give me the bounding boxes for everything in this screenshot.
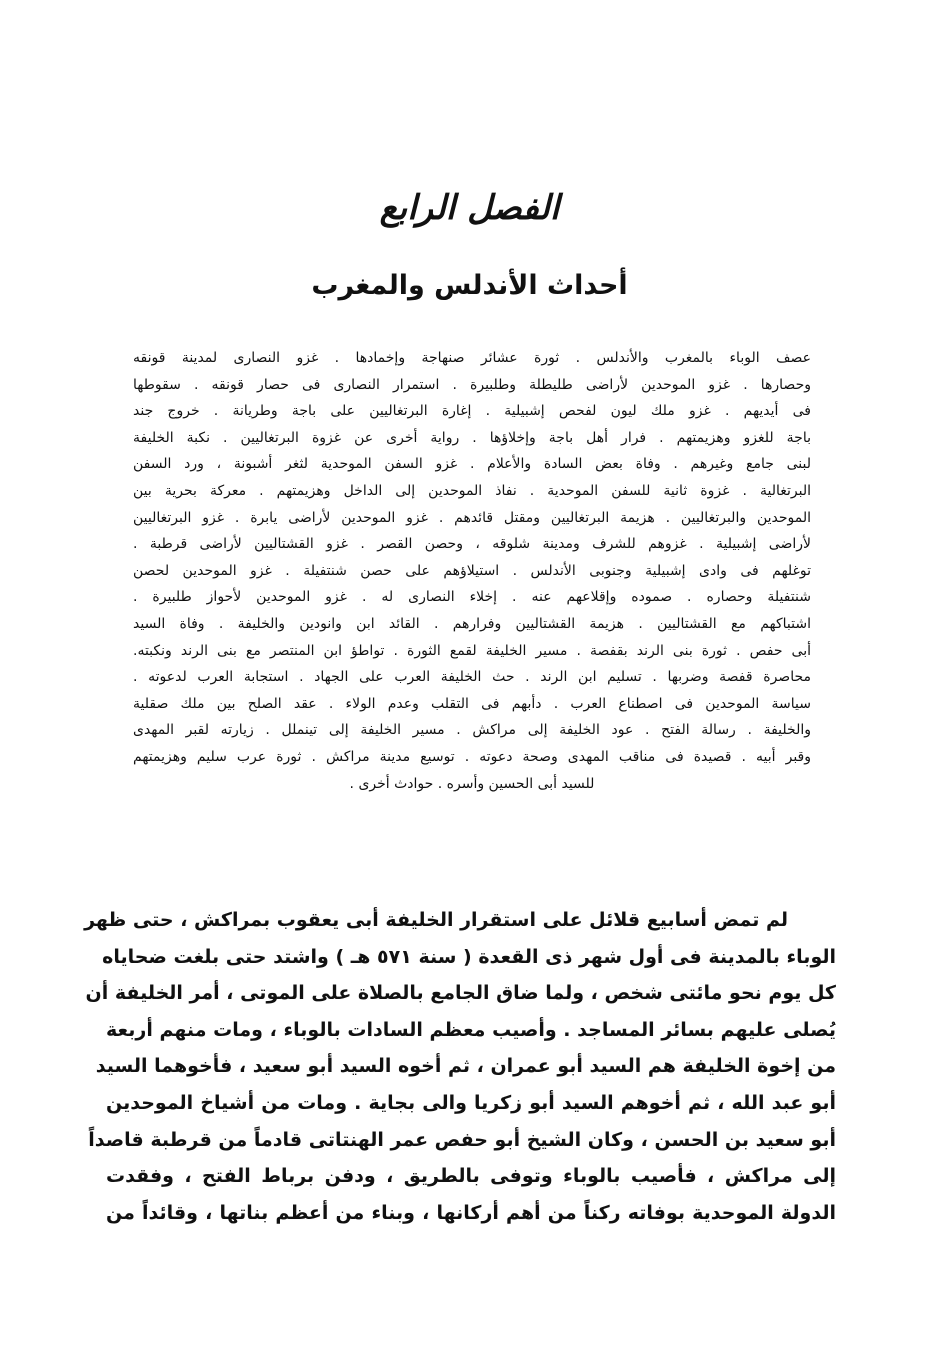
summary-line: لبنى جامع وغيرهم . وفاة بعض السادة والأعلام . غزو السفن الموحدية لثغر أشبونة ، ورد السفن [133, 456, 811, 473]
summary-line: والخليفة . رسالة الفتح . عود الخليفة إلى مراكش . مسير الخليفة إلى تينملل . زيارته لقبر المهدى [133, 722, 811, 739]
summary-line: اشتباكهم مع القشتاليين . هزيمة القشتاليين وفرارهم . القائد ابن وانودين والخليفة . وفاة السيد [133, 615, 811, 632]
body-line: أبو سعيد بن الحسن ، وكان الشيخ أبو حفص عمر الهنتاتى قادماً من قرطبة قاصداً [88, 1128, 836, 1151]
summary-line: الموحدين والبرتغاليين . هزيمة البرتغاليين ومقتل قائدهم . غزو الموحدين لأراضى يابرة . غزو البرتغاليين [133, 509, 811, 526]
summary-line: محاصرة قفصة وضربها . تسليم ابن الرند . حث الخليفة العرب على الجهاد . استجابة العرب لدعوته . [133, 669, 811, 686]
body-line: الوباء بالمدينة فى أول شهر ذى القعدة ( سنة ٥٧١ هـ ) واشتد حتى بلغت ضحاياه [102, 945, 836, 968]
summary-line: وقبر أبيه . قصيدة فى مناقب المهدى وصحة دعوته . توسيع مدينة مراكش . ثورة عرب سليم وهزيمتهم [133, 748, 811, 765]
body-line: لم تمض أسابيع قلائل على استقرار الخليفة أبى يعقوب بمراكش ، حتى ظهر [84, 909, 788, 931]
chapter-summary [133, 345, 811, 797]
body-line: من إخوة الخليفة هم السيد أبو عمران ، ثم أخوه السيد أبو سعيد ، فأخوهما السيد [95, 1055, 836, 1078]
chapter-subtitle: أحداث الأندلس والمغرب [311, 270, 628, 301]
summary-line: شنتفيلة وحصاره . صموده وإقلاعهم عنه . إخلاء النصارى له . غزو الموحدين لأحواز طلبيرة . [133, 589, 811, 606]
summary-line: باجة للغزو وهزيمتهم . فرار أهل باجة وإخلاؤها . رواية أخرى عن غزوة البرتغاليين . نكبة الخليفة [133, 429, 811, 446]
body-text [84, 902, 836, 1231]
body-line: الدولة الموحدية بوفاته ركناً من أهم أركانها ، وبناء من أعظم بناتها ، وقائداً من [106, 1201, 836, 1224]
summary-line: وحصارها . غزو الموحدين لأراضى طليطلة وطلبيرة . استمرار النصارى فى حصار قونقه . سقوطها [133, 376, 811, 393]
summary-line: عصف الوباء بالمغرب والأندلس . ثورة عشائر صنهاجة وإخمادها . غزو النصارى لمدينة قونقه [133, 350, 811, 366]
summary-line: أبى حفص . ثورة بنى الرند بقفصة . مسير الخليفة لقمع الثورة . تواطؤ ابن المنتصر مع بنى الرند ونكبته. [133, 642, 811, 659]
summary-line: لأراضى إشبيلية . غزوهم للشرف ومدينة شلوقه ، وحصن القصر . غزو القشتاليين لأراضى قرطبة . [133, 536, 811, 553]
chapter-title: الفصل الرابع [379, 188, 560, 228]
body-line: يُصلى عليهم بسائر المساجد . وأصيب معظم السادات بالوباء ، ومات منهم أربعة [106, 1018, 836, 1041]
summary-line: فى أيديهم . غزو ملك ليون لفحص إشبيلية . إغارة البرتغاليين على باجة وطريانة . خروج جند [133, 403, 811, 420]
summary-line: سياسة الموحدين فى اصطناع العرب . دأبهم فى التقلب وعدم الولاء . عقد الصلح بين ملك صقلية [133, 695, 811, 712]
summary-line: توغلهم فى وادى إشبيلية وجنوبى الأندلس . استيلاؤهم على حصن شنتفيلة . غزو الموحدين لحصن [133, 562, 811, 579]
body-line: إلى مراكش ، فأصيب بالوباء وتوفى بالطريق ، ودفن برباط الفتح ، وفقدت [106, 1165, 836, 1188]
summary-line: للسيد أبى الحسين وأسره . حوادث أخرى . [349, 775, 595, 792]
summary-line: البرتغالية . غزوة ثانية للسفن الموحدية . نفاذ الموحدين إلى الداخل وهزيمتهم . معركة بحرية بين [133, 482, 811, 499]
body-line: أبو عبد الله ، ثم أخوهم السيد أبو زكريا والى بجاية . ومات من أشياخ الموحدين [106, 1091, 836, 1114]
body-line: كل يوم نحو مائتى شخص ، ولما ضاق الجامع بالصلاة على الموتى ، أمر الخليفة أن [85, 982, 836, 1005]
